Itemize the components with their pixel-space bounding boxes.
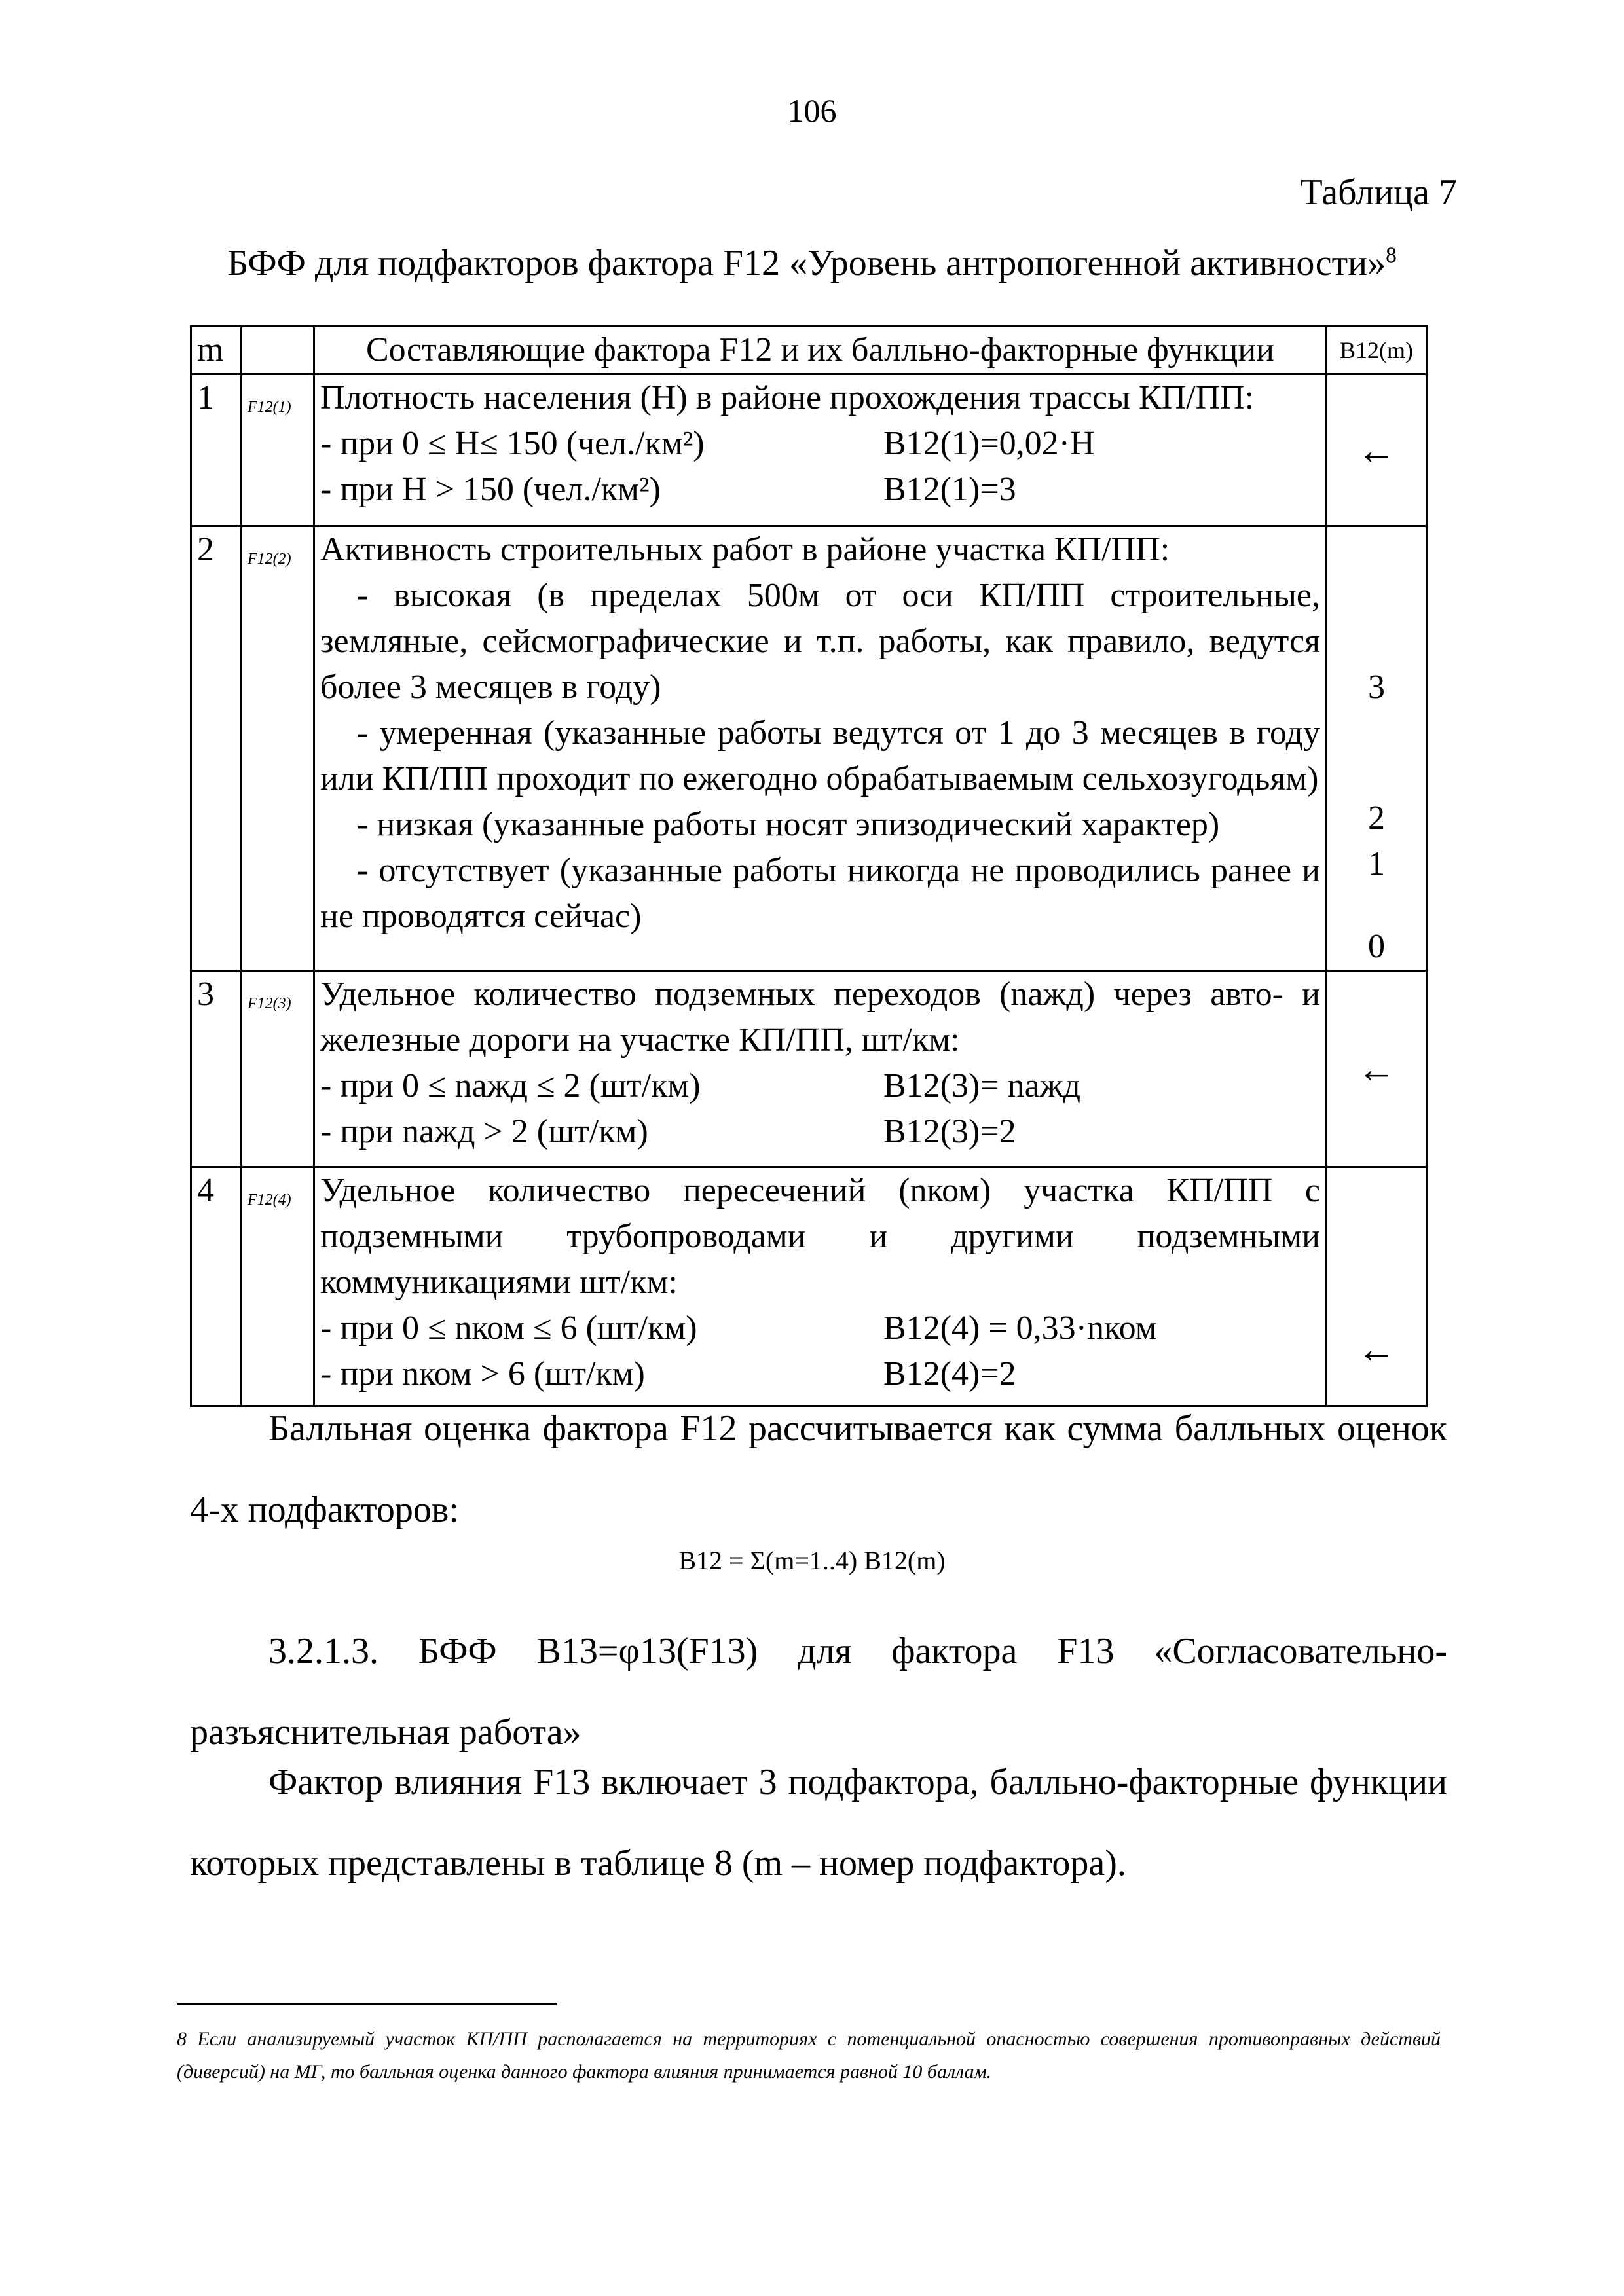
item-value: 2 [1368,799,1385,837]
row-factor: F12(2) [242,526,314,971]
footnote: 8 Если анализируемый участок КП/ПП располагается на территориях с потенциальной опасностью совершения противоправных действий (диверсий) на МГ, то балльная оценка данного фактора влияния принимается равной 10 баллам. [177,2028,1441,2083]
row-m: 3 [191,971,242,1167]
case-formula: B12(4) = 0,33·nком [883,1309,1157,1347]
case-condition: - при nажд > 2 (шт/км) [320,1113,648,1150]
case-formula: B12(4)=2 [883,1355,1016,1393]
header-m: m [191,327,242,374]
row-factor: F12(1) [242,374,314,526]
case-condition: - при 0 ≤ nажд ≤ 2 (шт/км) [320,1067,701,1104]
paragraph-f13: Фактор влияния F13 включает 3 подфактора, балльно-факторные функции которых представлены в таблице 8 (m – номер подфактора). [190,1762,1447,1884]
item-value: 1 [1368,845,1385,883]
footnote-ref: 8 [1386,243,1397,268]
header-b: B12(m) [1327,327,1427,374]
header-components: Составляющие фактора F12 и их балльно-факторные функции [314,327,1327,374]
row-text: Активность строительных работ в районе участка КП/ПП: [320,531,1170,568]
case-condition: - при 0 ≤ nком ≤ 6 (шт/км) [320,1309,697,1347]
factor-table [190,325,1428,1407]
case-formula: B12(1)=3 [883,471,1016,508]
row-content [314,526,1327,971]
left-arrow-icon: ← [1327,971,1427,1167]
row-content [314,1167,1327,1406]
header-blank [242,327,314,374]
case-condition: - при nком > 6 (шт/км) [320,1355,645,1393]
row-content [314,374,1327,526]
item-value: 3 [1368,668,1385,706]
case-condition: - при Н > 150 (чел./км²) [320,471,661,508]
case-condition: - при 0 ≤ Н≤ 150 (чел./км²) [320,425,705,462]
row-m: 2 [191,526,242,971]
item-text: - умеренная (указанные работы ведутся от 1 до 3 месяцев в году или КП/ПП проходит по ежегодно обрабатываемым сельхозугодьям) [320,714,1320,797]
case-formula: B12(3)=2 [883,1113,1016,1150]
case-formula: B12(1)=0,02·Н [883,425,1095,462]
row-factor: F12(4) [242,1167,314,1406]
table-row [191,971,1427,1167]
row-content [314,971,1327,1167]
row-values [1327,526,1427,971]
row-text: Удельное количество подземных переходов (nажд) через авто- и железные дороги на участке КП/ПП, шт/км: [320,975,1320,1059]
page-number: 106 [787,92,837,129]
table-title-text: БФФ для подфакторов фактора F12 «Уровень антропогенной активности» [227,243,1386,283]
section-heading: 3.2.1.3. БФФ B13=φ13(F13) для фактора F13 «Согласовательно-разъяснительная работа» [190,1631,1447,1753]
left-arrow-icon: ← [1327,374,1427,526]
case-formula: B12(3)= nажд [883,1067,1081,1104]
item-text: - отсутствует (указанные работы никогда не проводились ранее и не проводятся сейчас) [320,852,1320,935]
item-value: 0 [1368,928,1385,965]
table-row [191,1167,1427,1406]
table-header [191,327,1427,374]
row-factor: F12(3) [242,971,314,1167]
sum-formula: B12 = Σ(m=1..4) B12(m) [678,1546,946,1575]
table-label: Таблица 7 [1300,172,1457,213]
row-m: 4 [191,1167,242,1406]
table-row [191,374,1427,526]
row-text: Удельное количество пересечений (nком) участка КП/ПП с подземными трубопроводами и другими подземными коммуникациями шт/км: [320,1172,1320,1301]
item-text: - высокая (в пределах 500м от оси КП/ПП строительные, земляные, сейсмографические и т.п. работы, как правило, ведутся более 3 месяцев в году) [320,577,1320,706]
row-m: 1 [191,374,242,526]
paragraph-sum: Балльная оценка фактора F12 рассчитывается как сумма балльных оценок 4-х подфакторов: [190,1408,1447,1530]
table-title [0,242,1624,284]
footnote-divider [177,2003,557,2005]
left-arrow-icon: ← [1327,1167,1427,1406]
table-row [191,526,1427,971]
row-text: Плотность населения (Н) в районе прохождения трассы КП/ПП: [320,379,1255,416]
item-text: - низкая (указанные работы носят эпизодический характер) [357,806,1220,843]
